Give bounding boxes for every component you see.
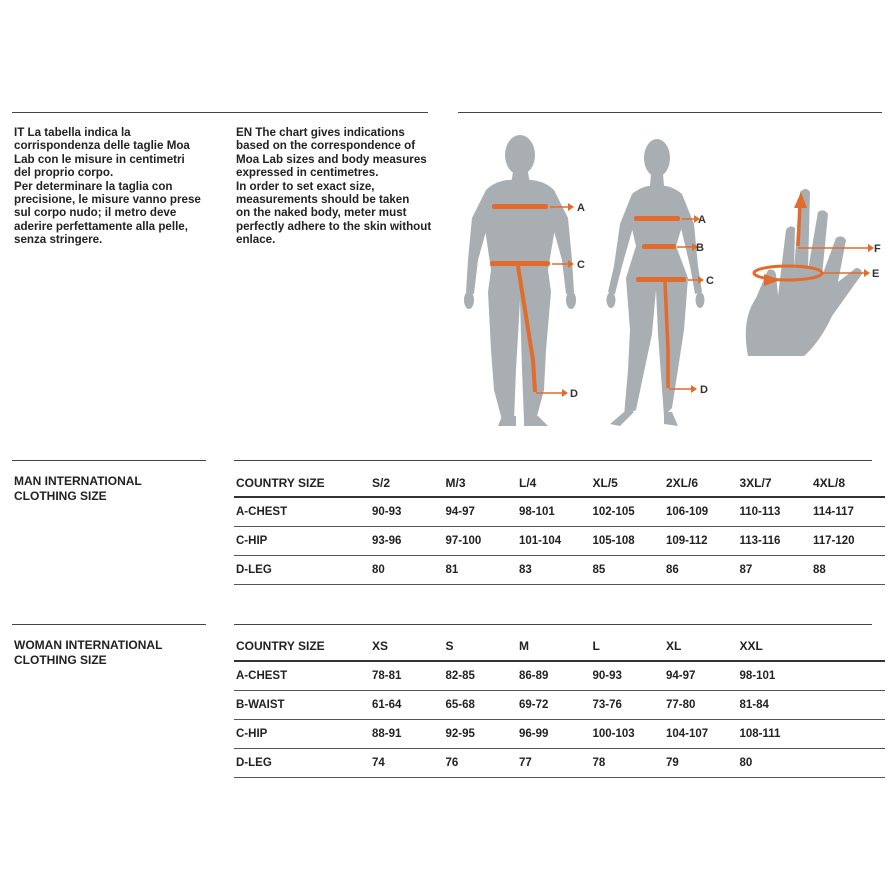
man-label-a: A [577, 202, 585, 214]
size-value-cell: 92-95 [444, 719, 518, 748]
header-size: XS [370, 632, 444, 661]
size-value-cell: 117-120 [811, 526, 885, 555]
size-value-cell: 73-76 [591, 690, 665, 719]
size-value-cell: 79 [664, 748, 738, 777]
size-value-cell: 80 [370, 555, 444, 584]
size-value-cell: 90-93 [591, 661, 665, 690]
size-value-cell: 69-72 [517, 690, 591, 719]
table-row [234, 719, 885, 748]
header-size: L/4 [517, 469, 591, 497]
man-size-table [234, 469, 885, 585]
intro-line: del proprio corpo. [14, 166, 114, 180]
size-value-cell: 87 [738, 555, 812, 584]
row-measure-label: C-HIP [234, 719, 370, 748]
intro-line: enlace. [236, 233, 276, 247]
size-value-cell [811, 748, 885, 777]
table-row [234, 526, 885, 555]
header-size: S [444, 632, 518, 661]
intro-line: corrispondenza delle taglie Moa [14, 139, 190, 153]
size-value-cell: 86 [664, 555, 738, 584]
row-measure-label: C-HIP [234, 526, 370, 555]
top-rule-left [12, 112, 428, 113]
intro-line: Per determinare la taglia con [14, 179, 173, 193]
intro-line: aderire perfettamente alla pelle, [14, 219, 188, 233]
row-measure-label: A-CHEST [234, 661, 370, 690]
intro-line: sul corpo nudo; il metro deve [14, 206, 177, 220]
size-value-cell: 90-93 [370, 497, 444, 526]
hand-label-e: E [872, 268, 880, 280]
size-value-cell: 77-80 [664, 690, 738, 719]
header-size: XL/5 [591, 469, 665, 497]
woman-figure [607, 139, 715, 426]
intro-italian [14, 126, 228, 247]
size-value-cell: 110-113 [738, 497, 812, 526]
woman-label-d: D [700, 384, 708, 396]
size-value-cell: 82-85 [444, 661, 518, 690]
size-value-cell [811, 719, 885, 748]
size-value-cell: 78-81 [370, 661, 444, 690]
intro-line: IT La tabella indica la [14, 126, 131, 139]
table-row [234, 690, 885, 719]
intro-line: precisione, le misure vanno prese [14, 193, 201, 207]
size-value-cell: 104-107 [664, 719, 738, 748]
size-value-cell: 76 [444, 748, 518, 777]
size-value-cell: 61-64 [370, 690, 444, 719]
man-label-d: D [570, 388, 578, 400]
size-value-cell: 106-109 [664, 497, 738, 526]
body-figures-svg [458, 120, 894, 440]
man-table-top-rule [234, 460, 872, 461]
intro-line: perfectly adhere to the skin without [236, 219, 432, 233]
size-value-cell: 101-104 [517, 526, 591, 555]
size-value-cell: 83 [517, 555, 591, 584]
row-measure-label: B-WAIST [234, 690, 370, 719]
row-measure-label: D-LEG [234, 555, 370, 584]
intro-line: measurements should be taken [236, 193, 410, 207]
hand-length-line [798, 204, 800, 246]
intro-line: EN The chart gives indications [236, 126, 405, 139]
woman-size-table [234, 632, 885, 778]
intro-english [236, 126, 452, 247]
intro-line: Moa Lab sizes and body measures [236, 152, 427, 166]
woman-section-title [14, 638, 204, 668]
woman-title-line-1: WOMAN INTERNATIONAL [14, 638, 163, 652]
size-value-cell: 93-96 [370, 526, 444, 555]
size-value-cell: 113-116 [738, 526, 812, 555]
man-label-c: C [577, 259, 585, 271]
size-value-cell: 102-105 [591, 497, 665, 526]
header-country-size: COUNTRY SIZE [234, 632, 370, 661]
intro-line: on the naked body, meter must [236, 206, 407, 220]
man-title-line-1: MAN INTERNATIONAL [14, 474, 142, 488]
header-size: L [591, 632, 665, 661]
intro-line: Lab con le misure in centimetri [14, 152, 185, 166]
header-country-size: COUNTRY SIZE [234, 469, 370, 497]
size-value-cell [811, 661, 885, 690]
size-value-cell: 98-101 [738, 661, 812, 690]
woman-table-top-rule [234, 624, 872, 625]
header-size: M [517, 632, 591, 661]
woman-hip-band [636, 277, 686, 282]
intro-line: based on the correspondence of [236, 139, 416, 153]
intro-line: senza stringere. [14, 233, 103, 247]
woman-table-header-row [234, 632, 885, 661]
woman-label-b: B [696, 242, 704, 254]
woman-label-c: C [706, 275, 714, 287]
size-value-cell: 74 [370, 748, 444, 777]
header-size: XL [664, 632, 738, 661]
intro-line: expressed in centimetres. [236, 166, 379, 180]
row-measure-label: A-CHEST [234, 497, 370, 526]
header-size: S/2 [370, 469, 444, 497]
size-value-cell: 94-97 [664, 661, 738, 690]
size-value-cell: 108-111 [738, 719, 812, 748]
man-hip-band [490, 261, 550, 266]
header-size: 2XL/6 [664, 469, 738, 497]
size-value-cell [811, 690, 885, 719]
top-rule-right [458, 112, 882, 113]
woman-section-rule [12, 624, 206, 625]
hand-figure [746, 189, 881, 356]
intro-line: In order to set exact size, [236, 179, 375, 193]
size-value-cell: 85 [591, 555, 665, 584]
size-value-cell: 65-68 [444, 690, 518, 719]
table-row [234, 661, 885, 690]
header-size: 3XL/7 [738, 469, 812, 497]
size-value-cell: 109-112 [664, 526, 738, 555]
woman-chest-band [634, 216, 680, 221]
table-row [234, 497, 885, 526]
size-value-cell: 96-99 [517, 719, 591, 748]
size-value-cell: 81-84 [738, 690, 812, 719]
table-row [234, 555, 885, 584]
woman-waist-band [642, 244, 676, 249]
table-row [234, 748, 885, 777]
man-figure [464, 135, 585, 426]
man-table-header-row [234, 469, 885, 497]
size-value-cell: 81 [444, 555, 518, 584]
measurement-figures [458, 120, 894, 440]
size-value-cell: 97-100 [444, 526, 518, 555]
header-size: XXL [738, 632, 812, 661]
man-title-line-2: CLOTHING SIZE [14, 489, 107, 503]
man-section-rule [12, 460, 206, 461]
header-size [811, 632, 885, 661]
size-value-cell: 105-108 [591, 526, 665, 555]
woman-label-a: A [698, 214, 706, 226]
man-section-title [14, 474, 204, 504]
header-size: 4XL/8 [811, 469, 885, 497]
size-value-cell: 86-89 [517, 661, 591, 690]
row-measure-label: D-LEG [234, 748, 370, 777]
size-value-cell: 78 [591, 748, 665, 777]
size-value-cell: 114-117 [811, 497, 885, 526]
size-value-cell: 88-91 [370, 719, 444, 748]
hand-label-f: F [874, 243, 881, 255]
size-value-cell: 88 [811, 555, 885, 584]
header-size: M/3 [444, 469, 518, 497]
size-value-cell: 77 [517, 748, 591, 777]
size-value-cell: 98-101 [517, 497, 591, 526]
size-value-cell: 94-97 [444, 497, 518, 526]
size-value-cell: 100-103 [591, 719, 665, 748]
size-value-cell: 80 [738, 748, 812, 777]
woman-title-line-2: CLOTHING SIZE [14, 653, 107, 667]
man-chest-band [492, 204, 548, 209]
